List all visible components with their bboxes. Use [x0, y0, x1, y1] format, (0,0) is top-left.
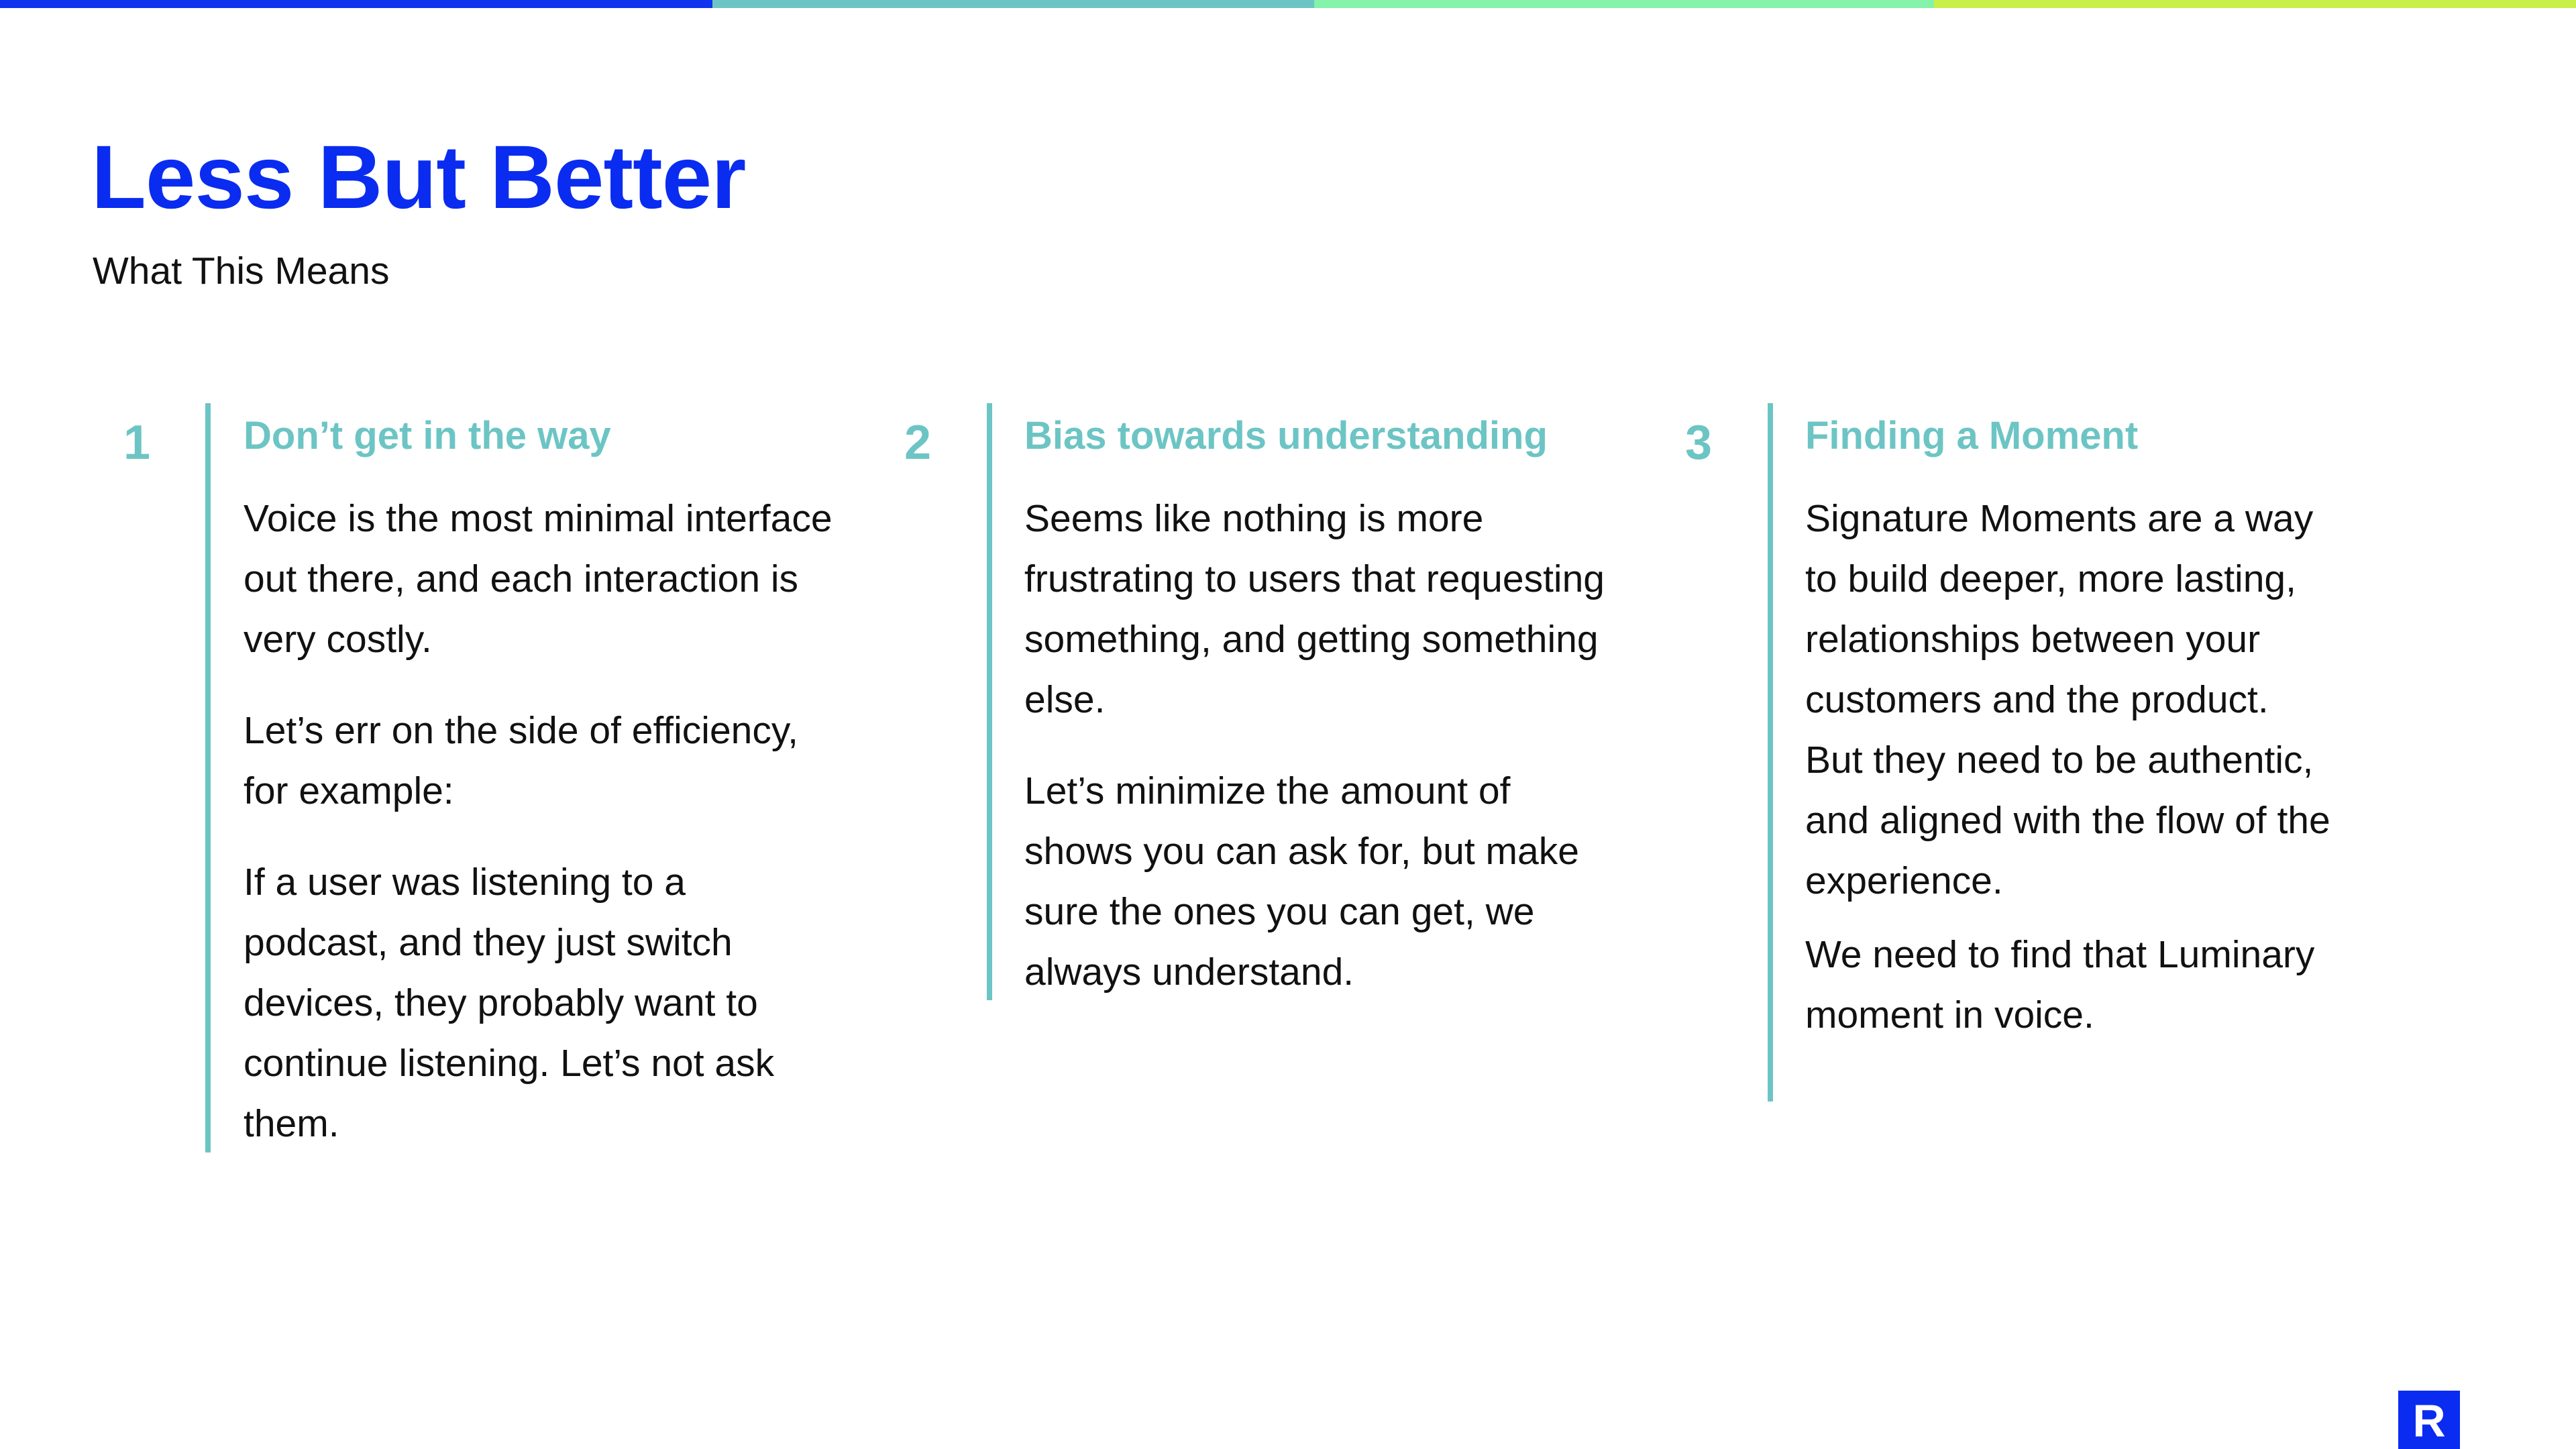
- column-1-heading: Don’t get in the way: [244, 414, 611, 458]
- column-1-paragraph-2: Let’s err on the side of efficiency, for example:: [244, 709, 798, 812]
- column-1-paragraph-3: If a user was listening to a podcast, and they just switch devices, they probably want to continue listening. Let’s not ask them.: [244, 861, 775, 1145]
- column-3-paragraph-1: Signature Moments are a way to build deeper, more lasting, relationships between your customers and the product. But they need to be authentic, and aligned with the flow of the experience.: [1805, 497, 2330, 902]
- column-2-rule: [987, 403, 992, 1000]
- column-3-heading: Finding a Moment: [1805, 414, 2139, 458]
- column-3: [1805, 407, 2335, 1059]
- column-2: [1024, 407, 1615, 1033]
- column-3-number: 3: [1685, 416, 1713, 470]
- r-logo-icon: [2398, 1391, 2460, 1449]
- page-title: Less But Better: [91, 127, 746, 227]
- column-2-number: 2: [904, 416, 932, 470]
- column-1-rule: [205, 403, 211, 1152]
- column-3-paragraph-2: We need to find that Luminary moment in voice.: [1805, 933, 2315, 1036]
- column-2-paragraph-2: Let’s minimize the amount of shows you can ask for, but make sure the ones you can get, we always understand.: [1024, 769, 1579, 994]
- column-1-paragraph-1: Voice is the most minimal interface out there, and each interaction is very costly.: [244, 497, 833, 661]
- page-subtitle: What This Means: [93, 250, 390, 292]
- column-2-heading: Bias towards understanding: [1024, 414, 1548, 458]
- top-bar-segment-mint: [1314, 0, 1934, 8]
- column-1: [244, 407, 834, 1185]
- top-bar-segment-teal: [712, 0, 1314, 8]
- r-logo-letter: R: [2412, 1395, 2446, 1446]
- top-bar-segment-lime: [1934, 0, 2576, 8]
- column-1-number: 1: [123, 416, 151, 470]
- top-bar-segment-blue: [0, 0, 712, 8]
- column-3-rule: [1768, 403, 1773, 1102]
- column-2-paragraph-1: Seems like nothing is more frustrating to users that requesting something, and getting something else.: [1024, 497, 1605, 721]
- top-color-bar: [0, 0, 2576, 8]
